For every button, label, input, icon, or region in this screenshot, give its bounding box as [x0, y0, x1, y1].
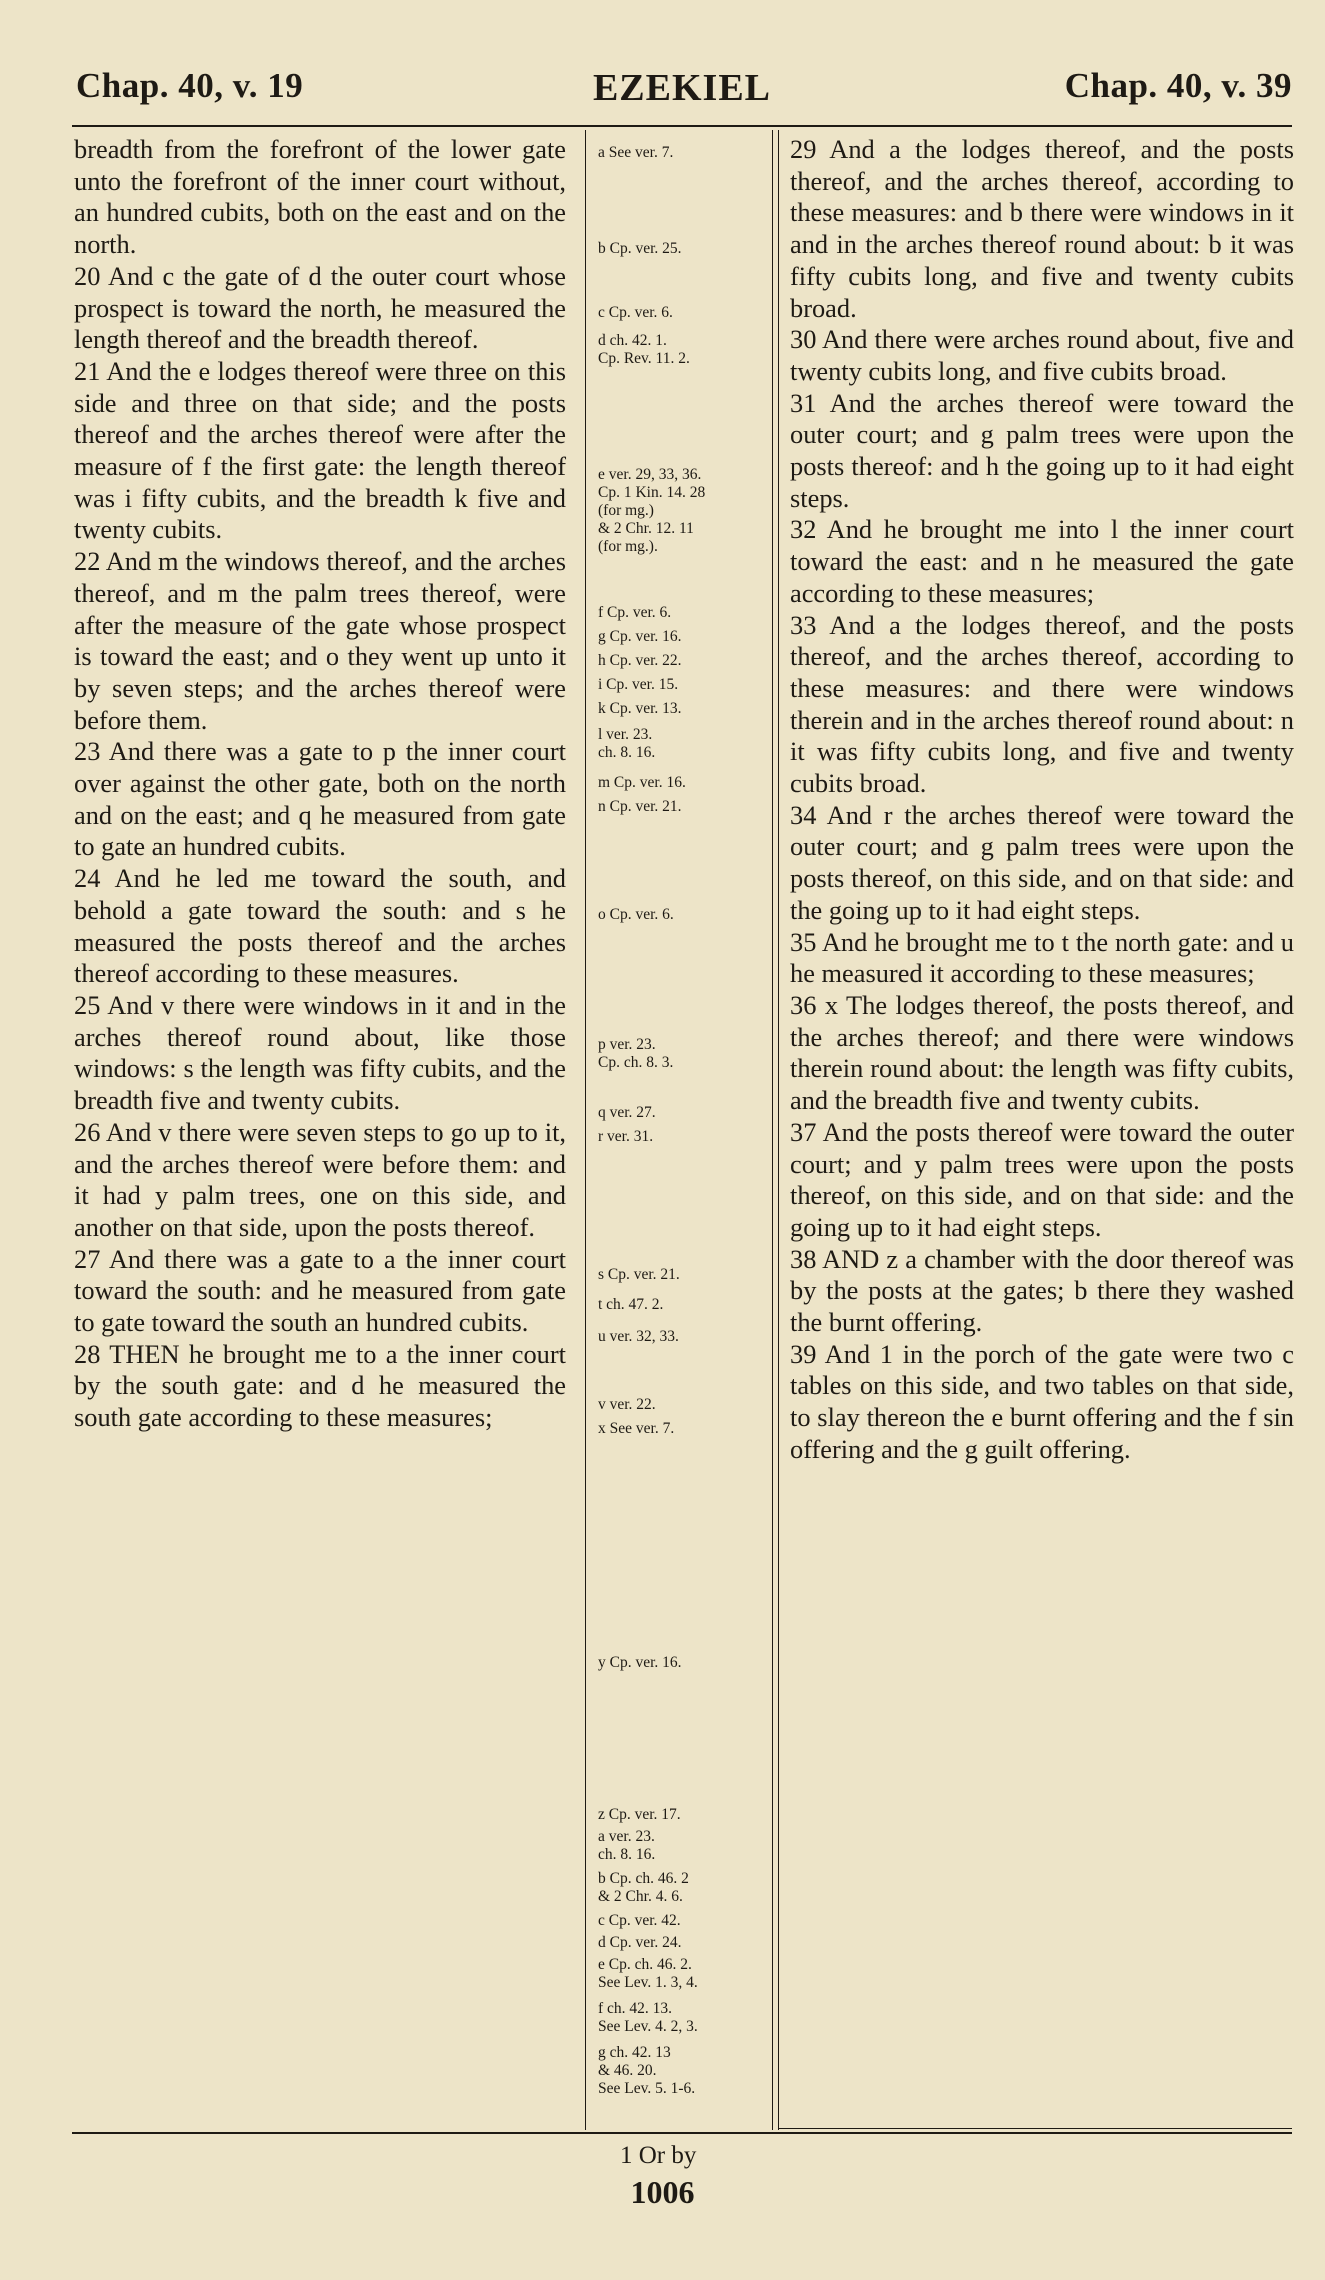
- cross-reference: k Cp. ver. 13.: [598, 700, 682, 717]
- verse-paragraph: 29 And a the lodges thereof, and the posts thereof, and the arches thereof, according to these measures: and b there were windows in it and in the arches thereof round about: b it was fifty cubits long, and five and twenty cubits broad.: [790, 134, 1294, 323]
- cross-reference: c Cp. ver. 42.: [598, 1912, 681, 1929]
- column-divider-left: [585, 130, 586, 2130]
- cross-reference: a ver. 23. ch. 8. 16.: [598, 1828, 656, 1863]
- verse-paragraph: 37 And the posts thereof were toward the outer court; and y palm trees were upon the posts thereof, on this side, and on that side: and the going up to it had eight steps.: [790, 1116, 1294, 1242]
- cross-reference: d Cp. ver. 24.: [598, 1934, 682, 1951]
- right-text-column: [790, 134, 1294, 1466]
- verse-paragraph: 31 And the arches thereof were toward the outer court; and g palm trees were upon the posts thereof: and h the going up to it had eight steps.: [790, 387, 1294, 513]
- verse-paragraph: 30 And there were arches round about, five and twenty cubits long, and five cubits broad.: [790, 324, 1294, 386]
- left-text-column: [74, 134, 566, 1434]
- cross-reference: i Cp. ver. 15.: [598, 676, 679, 693]
- cross-reference: m Cp. ver. 16.: [598, 774, 686, 791]
- verse-paragraph: 34 And r the arches thereof were toward the outer court; and g palm trees were upon the posts thereof, on this side, and on that side: and the going up to it had eight steps.: [790, 799, 1294, 925]
- column-divider-right-b: [778, 130, 779, 2130]
- footer-rule: [72, 2132, 1292, 2134]
- footnote: 1 Or by: [620, 2142, 697, 2169]
- cross-reference: b Cp. ch. 46. 2 & 2 Chr. 4. 6.: [598, 1870, 689, 1905]
- cross-reference: y Cp. ver. 16.: [598, 1654, 682, 1671]
- cross-reference: n Cp. ver. 21.: [598, 798, 682, 815]
- cross-reference: h Cp. ver. 22.: [598, 652, 682, 669]
- header-left-chapter: Chap. 40, v. 19: [76, 66, 304, 105]
- verse-paragraph: 36 x The lodges thereof, the posts thereof, and the arches thereof; and there were windows therein round about: the length was fifty cubits, and the breadth five and twenty cubits.: [790, 989, 1294, 1116]
- cross-reference: v ver. 22.: [598, 1396, 656, 1413]
- cross-reference: b Cp. ver. 25.: [598, 240, 682, 257]
- cross-reference: e ver. 29, 33, 36. Cp. 1 Kin. 14. 28 (for mg.) & 2 Chr. 12. 11 (for mg.).: [598, 466, 706, 555]
- verse-paragraph: 32 And he brought me into l the inner court toward the east: and n he measured the gate according to these measures;: [790, 514, 1294, 608]
- header-right-chapter: Chap. 40, v. 39: [1064, 66, 1292, 105]
- cross-reference: r ver. 31.: [598, 1128, 654, 1145]
- cross-reference: d ch. 42. 1. Cp. Rev. 11. 2.: [598, 332, 690, 367]
- cross-reference: g Cp. ver. 16.: [598, 628, 682, 645]
- cross-reference: t ch. 47. 2.: [598, 1296, 664, 1313]
- cross-reference: o Cp. ver. 6.: [598, 906, 674, 923]
- cross-reference: s Cp. ver. 21.: [598, 1266, 680, 1283]
- cross-reference: q ver. 27.: [598, 1104, 656, 1121]
- verse-paragraph: 26 And v there were seven steps to go up to it, and the arches thereof were before them: and it had y palm trees, one on this side, and another on that side, upon the posts thereof.: [74, 1116, 566, 1242]
- verse-paragraph: 39 And 1 in the porch of the gate were two c tables on this side, and two tables on that side, to slay thereon the e burnt offering and the f sin offering and the g guilt offering.: [790, 1338, 1294, 1464]
- cross-reference: x See ver. 7.: [598, 1420, 675, 1437]
- cross-reference: l ver. 23. ch. 8. 16.: [598, 726, 656, 761]
- cross-reference: a See ver. 7.: [598, 144, 674, 161]
- verse-paragraph: 35 And he brought me to t the north gate: and u he measured it according to these measures;: [790, 926, 1294, 989]
- column-divider-right-a: [772, 130, 773, 2130]
- cross-reference: f Cp. ver. 6.: [598, 604, 672, 621]
- cross-reference: e Cp. ch. 46. 2. See Lev. 1. 3, 4.: [598, 1956, 698, 1991]
- verse-paragraph: 28 THEN he brought me to a the inner court by the south gate: and d he measured the south gate according to these measures;: [74, 1338, 566, 1433]
- verse-paragraph: 24 And he led me toward the south, and behold a gate toward the south: and s he measured the posts thereof and the arches thereof according to these measures.: [74, 863, 566, 989]
- verse-paragraph: 25 And v there were windows in it and in the arches thereof round about, like those windows: s the length was fifty cubits, and the breadth five and twenty cubits.: [74, 989, 566, 1116]
- cross-reference: u ver. 32, 33.: [598, 1328, 679, 1345]
- cross-reference: z Cp. ver. 17.: [598, 1806, 681, 1823]
- verse-paragraph: 22 And m the windows thereof, and the arches thereof, and m the palm trees thereof, were after the measure of the gate whose prospect is toward the east; and o they went up unto it by seven steps; and the arches thereof were before them.: [74, 546, 566, 735]
- verse-paragraph: 27 And there was a gate to a the inner court toward the south: and he measured from gate to gate toward the south an hundred cubits.: [74, 1243, 566, 1338]
- verse-paragraph: breadth from the forefront of the lower gate unto the forefront of the inner court without, an hundred cubits, both on the east and on the north.: [74, 134, 566, 260]
- page-header: [72, 66, 1292, 118]
- cross-reference: g ch. 42. 13 & 46. 20. See Lev. 5. 1-6.: [598, 2044, 696, 2097]
- verse-paragraph: 38 AND z a chamber with the door thereof was by the posts at the gates; b there they washed the burnt offering.: [790, 1243, 1294, 1338]
- verse-paragraph: 21 And the e lodges thereof were three on this side and three on that side; and the posts thereof and the arches thereof were after the measure of f the first gate: the length thereof was i fifty cubits, and the breadth k five and twenty cubits.: [74, 355, 566, 545]
- verse-paragraph: 23 And there was a gate to p the inner court over against the other gate, both on the north and on the east; and q he measured from gate to gate an hundred cubits.: [74, 736, 566, 862]
- cross-reference: p ver. 23. Cp. ch. 8. 3.: [598, 1036, 674, 1071]
- footer-rule-short: [778, 2128, 1292, 2129]
- verse-paragraph: 33 And a the lodges thereof, and the posts thereof, and the arches thereof, according to these measures: and there were windows therein and in the arches thereof round about: n it was fifty cubits long, and five and twenty cubits broad.: [790, 609, 1294, 799]
- page-number: 1006: [630, 2174, 695, 2210]
- verse-paragraph: 20 And c the gate of d the outer court whose prospect is toward the north, he measured the length thereof and the breadth thereof.: [74, 260, 566, 355]
- header-book-title: EZEKIEL: [592, 67, 772, 109]
- cross-reference: c Cp. ver. 6.: [598, 304, 673, 321]
- cross-reference: f ch. 42. 13. See Lev. 4. 2, 3.: [598, 2000, 698, 2035]
- header-rule: [72, 125, 1292, 127]
